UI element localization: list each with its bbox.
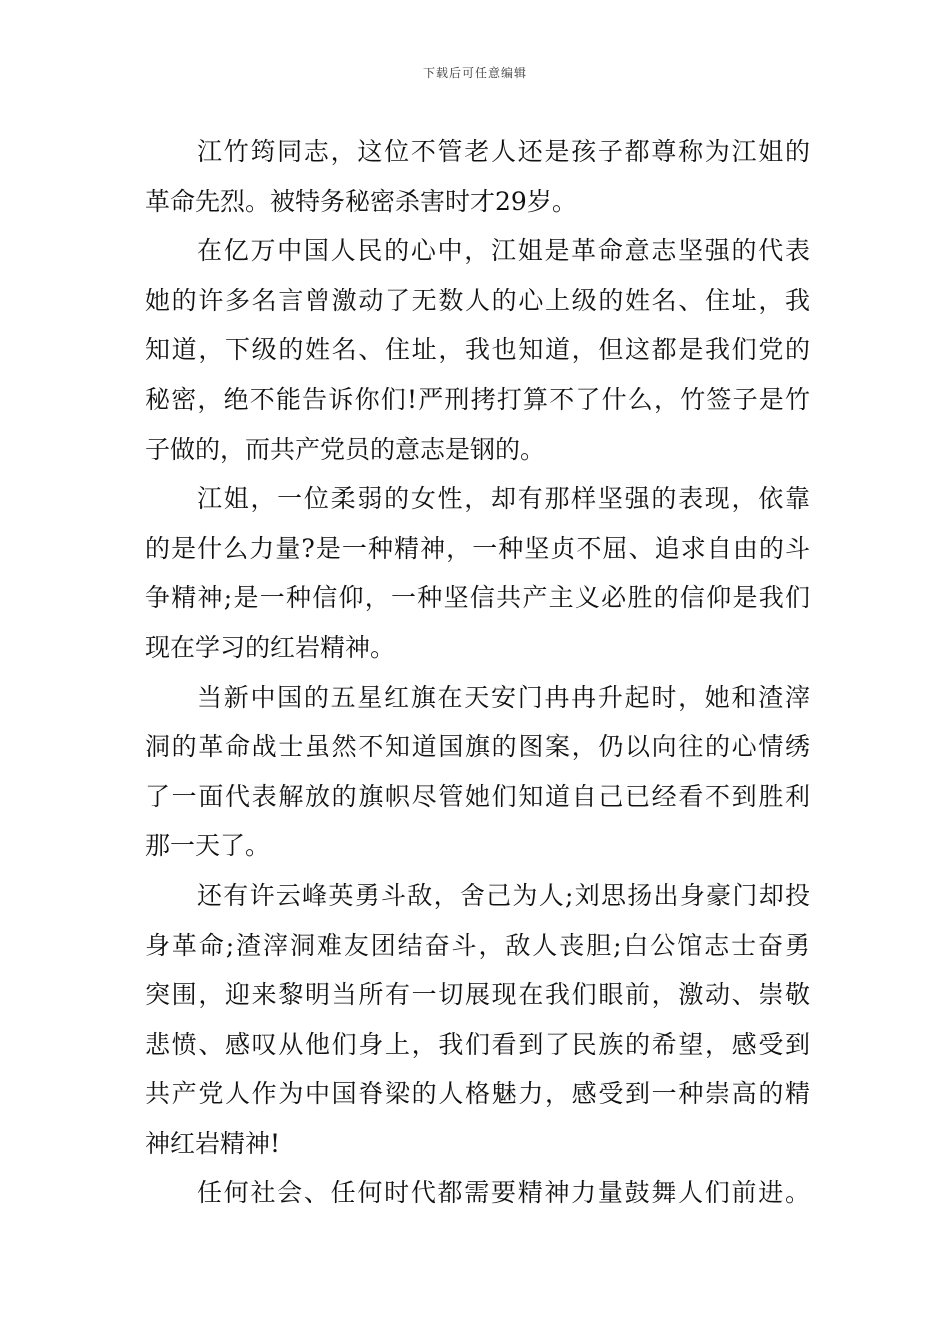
text-line: 神红岩精神! [145, 1128, 281, 1158]
text-line: 任何社会、任何时代都需要精神力量鼓舞人们前进。 [197, 1178, 810, 1208]
text-line: 秘密，绝不能告诉你们!严刑拷打算不了什么，竹签子是竹 [145, 384, 810, 414]
text-line: 悲愤、感叹从他们身上，我们看到了民族的希望，感受到 [145, 1029, 810, 1059]
text-line: 她的许多名言曾激动了无数人的心上级的姓名、住址，我 [145, 285, 810, 315]
text-line: 现在学习的红岩精神。 [145, 632, 396, 662]
text-line: 知道，下级的姓名、住址，我也知道，但这都是我们党的 [145, 335, 810, 365]
text-line: 当新中国的五星红旗在天安门冉冉升起时，她和渣滓 [197, 682, 810, 712]
text-line: 身革命;渣滓洞难友团结奋斗，敌人丧胆;白公馆志士奋勇 [145, 930, 810, 960]
text-line: 子做的，而共产党员的意志是钢的。 [145, 434, 546, 464]
text-line: 在亿万中国人民的心中，江姐是革命意志坚强的代表 [197, 236, 810, 266]
text-line: 革命先烈。被特务秘密杀害时才29岁。 [145, 186, 577, 216]
text-line: 突围，迎来黎明当所有一切展现在我们眼前，激动、崇敬 [145, 980, 810, 1010]
text-line: 江竹筠同志，这位不管老人还是孩子都尊称为江姐的 [197, 137, 810, 166]
text-line: 江姐，一位柔弱的女性，却有那样坚强的表现，依靠 [197, 484, 810, 514]
text-line: 洞的革命战士虽然不知道国旗的图案，仍以向往的心情绣 [145, 732, 810, 762]
text-line: 争精神;是一种信仰，一种坚信共产主义必胜的信仰是我们 [145, 583, 810, 613]
header-note: 下载后可任意编辑 [422, 66, 527, 80]
text-line: 那一天了。 [145, 831, 271, 861]
text-line: 共产党人作为中国脊梁的人格魅力，感受到一种崇高的精 [145, 1079, 810, 1109]
text-line: 了一面代表解放的旗帜尽管她们知道自己已经看不到胜利 [145, 781, 810, 811]
text-line: 还有许云峰英勇斗敌，舍己为人;刘思扬出身豪门却投 [197, 880, 810, 910]
text-line: 的是什么力量?是一种精神，一种坚贞不屈、追求自由的斗 [145, 533, 810, 563]
document-body [145, 127, 810, 1218]
